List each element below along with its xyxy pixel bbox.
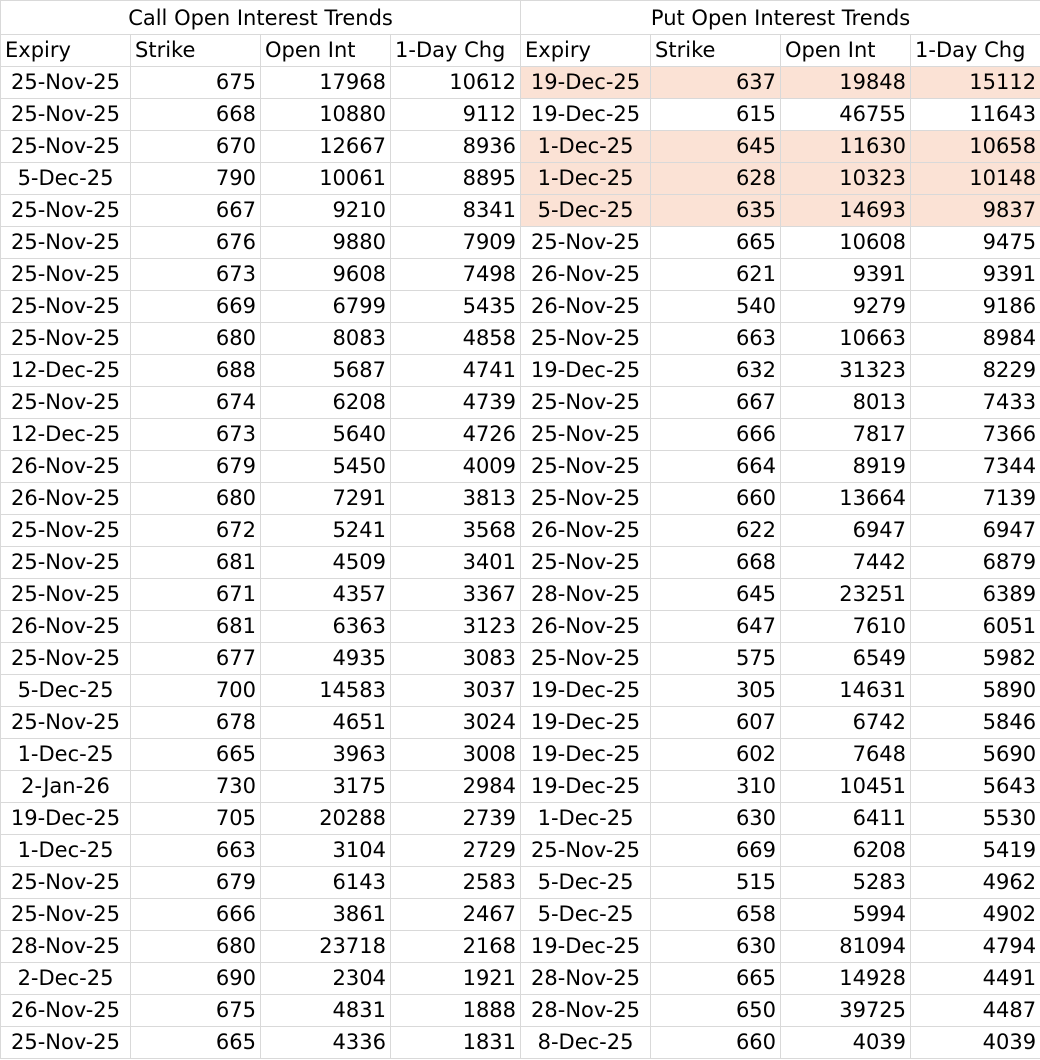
call-cell-1-day-chg[interactable]: 3024 [391, 707, 521, 739]
put-cell-1-day-chg[interactable]: 7139 [911, 483, 1040, 515]
call-cell-strike[interactable]: 665 [131, 739, 261, 771]
call-cell-expiry[interactable]: 25-Nov-25 [1, 195, 131, 227]
put-cell-expiry[interactable]: 25-Nov-25 [521, 419, 651, 451]
put-cell-1-day-chg[interactable]: 15112 [911, 67, 1040, 99]
call-cell-strike[interactable]: 673 [131, 259, 261, 291]
table-row [1, 547, 1040, 579]
put-header-expiry[interactable]: Expiry [521, 35, 651, 67]
put-cell-expiry[interactable]: 19-Dec-25 [521, 675, 651, 707]
table-row [1, 99, 1040, 131]
put-header-strike[interactable]: Strike [651, 35, 781, 67]
table-row [1, 131, 1040, 163]
call-cell-expiry[interactable]: 2-Jan-26 [1, 771, 131, 803]
call-cell-1-day-chg[interactable]: 7909 [391, 227, 521, 259]
call-cell-expiry[interactable]: 28-Nov-25 [1, 931, 131, 963]
call-cell-strike[interactable]: 675 [131, 995, 261, 1027]
call-cell-strike[interactable]: 676 [131, 227, 261, 259]
put-cell-open-int[interactable]: 6411 [781, 803, 911, 835]
put-cell-1-day-chg[interactable]: 6389 [911, 579, 1040, 611]
put-cell-1-day-chg[interactable]: 7366 [911, 419, 1040, 451]
call-cell-open-int[interactable]: 17968 [261, 67, 391, 99]
call-cell-expiry[interactable]: 25-Nov-25 [1, 291, 131, 323]
call-cell-open-int[interactable]: 9880 [261, 227, 391, 259]
table-row [1, 419, 1040, 451]
call-cell-strike[interactable]: 666 [131, 899, 261, 931]
call-cell-open-int[interactable]: 7291 [261, 483, 391, 515]
put-cell-1-day-chg[interactable]: 6051 [911, 611, 1040, 643]
put-cell-expiry[interactable]: 26-Nov-25 [521, 259, 651, 291]
call-cell-expiry[interactable]: 5-Dec-25 [1, 163, 131, 195]
call-cell-1-day-chg[interactable]: 3083 [391, 643, 521, 675]
call-cell-open-int[interactable]: 20288 [261, 803, 391, 835]
call-cell-1-day-chg[interactable]: 8895 [391, 163, 521, 195]
put-cell-expiry[interactable]: 5-Dec-25 [521, 899, 651, 931]
put-cell-1-day-chg[interactable]: 5530 [911, 803, 1040, 835]
call-cell-expiry[interactable]: 12-Dec-25 [1, 419, 131, 451]
put-cell-1-day-chg[interactable]: 9837 [911, 195, 1040, 227]
table-row [1, 835, 1040, 867]
call-cell-expiry[interactable]: 5-Dec-25 [1, 675, 131, 707]
call-cell-1-day-chg[interactable]: 2739 [391, 803, 521, 835]
put-cell-strike[interactable]: 575 [651, 643, 781, 675]
put-cell-open-int[interactable]: 23251 [781, 579, 911, 611]
call-cell-1-day-chg[interactable]: 7498 [391, 259, 521, 291]
call-cell-open-int[interactable]: 4336 [261, 1027, 391, 1059]
put-cell-expiry[interactable]: 1-Dec-25 [521, 803, 651, 835]
table-row [1, 195, 1040, 227]
put-cell-expiry[interactable]: 25-Nov-25 [521, 227, 651, 259]
call-cell-open-int[interactable]: 4357 [261, 579, 391, 611]
call-cell-1-day-chg[interactable]: 3401 [391, 547, 521, 579]
call-cell-strike[interactable]: 679 [131, 451, 261, 483]
table-row [1, 675, 1040, 707]
put-cell-open-int[interactable]: 14631 [781, 675, 911, 707]
put-cell-expiry[interactable]: 19-Dec-25 [521, 99, 651, 131]
put-cell-open-int[interactable]: 8013 [781, 387, 911, 419]
call-header-expiry[interactable]: Expiry [1, 35, 131, 67]
call-cell-open-int[interactable]: 9210 [261, 195, 391, 227]
put-cell-expiry[interactable]: 1-Dec-25 [521, 131, 651, 163]
put-cell-strike[interactable]: 628 [651, 163, 781, 195]
put-cell-strike[interactable]: 666 [651, 419, 781, 451]
put-cell-open-int[interactable]: 14693 [781, 195, 911, 227]
put-cell-1-day-chg[interactable]: 5982 [911, 643, 1040, 675]
call-cell-strike[interactable]: 675 [131, 67, 261, 99]
put-cell-expiry[interactable]: 8-Dec-25 [521, 1027, 651, 1059]
call-cell-1-day-chg[interactable]: 5435 [391, 291, 521, 323]
put-cell-1-day-chg[interactable]: 9391 [911, 259, 1040, 291]
call-cell-expiry[interactable]: 25-Nov-25 [1, 643, 131, 675]
put-cell-open-int[interactable]: 9391 [781, 259, 911, 291]
put-cell-open-int[interactable]: 14928 [781, 963, 911, 995]
call-cell-open-int[interactable]: 14583 [261, 675, 391, 707]
put-cell-expiry[interactable]: 25-Nov-25 [521, 547, 651, 579]
table-row [1, 803, 1040, 835]
put-cell-1-day-chg[interactable]: 5690 [911, 739, 1040, 771]
call-cell-open-int[interactable]: 3963 [261, 739, 391, 771]
call-cell-strike[interactable]: 678 [131, 707, 261, 739]
call-cell-strike[interactable]: 705 [131, 803, 261, 835]
put-cell-1-day-chg[interactable]: 9186 [911, 291, 1040, 323]
call-cell-1-day-chg[interactable]: 8341 [391, 195, 521, 227]
call-cell-expiry[interactable]: 25-Nov-25 [1, 579, 131, 611]
call-cell-strike[interactable]: 688 [131, 355, 261, 387]
put-cell-open-int[interactable]: 7610 [781, 611, 911, 643]
put-cell-1-day-chg[interactable]: 8229 [911, 355, 1040, 387]
put-cell-expiry[interactable]: 25-Nov-25 [521, 451, 651, 483]
call-cell-strike[interactable]: 663 [131, 835, 261, 867]
table-row [1, 355, 1040, 387]
call-cell-1-day-chg[interactable]: 4741 [391, 355, 521, 387]
call-cell-strike[interactable]: 700 [131, 675, 261, 707]
put-cell-1-day-chg[interactable]: 10658 [911, 131, 1040, 163]
put-cell-1-day-chg[interactable]: 4039 [911, 1027, 1040, 1059]
put-cell-1-day-chg[interactable]: 4794 [911, 931, 1040, 963]
put-cell-expiry[interactable]: 5-Dec-25 [521, 867, 651, 899]
call-cell-strike[interactable]: 667 [131, 195, 261, 227]
put-cell-strike[interactable]: 658 [651, 899, 781, 931]
table-row [1, 707, 1040, 739]
call-cell-strike[interactable]: 680 [131, 931, 261, 963]
call-cell-expiry[interactable]: 25-Nov-25 [1, 99, 131, 131]
put-cell-strike[interactable]: 660 [651, 483, 781, 515]
table-row [1, 515, 1040, 547]
call-cell-strike[interactable]: 671 [131, 579, 261, 611]
call-cell-expiry[interactable]: 26-Nov-25 [1, 483, 131, 515]
put-cell-1-day-chg[interactable]: 4487 [911, 995, 1040, 1027]
call-cell-open-int[interactable]: 4935 [261, 643, 391, 675]
put-cell-strike[interactable]: 621 [651, 259, 781, 291]
call-cell-open-int[interactable]: 4509 [261, 547, 391, 579]
call-cell-expiry[interactable]: 26-Nov-25 [1, 611, 131, 643]
put-cell-strike[interactable]: 647 [651, 611, 781, 643]
table-row [1, 387, 1040, 419]
put-cell-strike[interactable]: 668 [651, 547, 781, 579]
call-cell-expiry[interactable]: 25-Nov-25 [1, 899, 131, 931]
put-cell-1-day-chg[interactable]: 5643 [911, 771, 1040, 803]
call-cell-expiry[interactable]: 25-Nov-25 [1, 323, 131, 355]
put-cell-strike[interactable]: 667 [651, 387, 781, 419]
call-cell-1-day-chg[interactable]: 2729 [391, 835, 521, 867]
put-cell-expiry[interactable]: 19-Dec-25 [521, 771, 651, 803]
put-cell-1-day-chg[interactable]: 11643 [911, 99, 1040, 131]
table-row [1, 771, 1040, 803]
table-row [1, 227, 1040, 259]
put-cell-strike[interactable]: 305 [651, 675, 781, 707]
title-row [1, 1, 1040, 35]
call-cell-strike[interactable]: 669 [131, 291, 261, 323]
put-cell-strike[interactable]: 630 [651, 803, 781, 835]
call-cell-open-int[interactable]: 5687 [261, 355, 391, 387]
call-cell-1-day-chg[interactable]: 4739 [391, 387, 521, 419]
table-row [1, 1027, 1040, 1059]
put-cell-1-day-chg[interactable]: 8984 [911, 323, 1040, 355]
put-cell-strike[interactable]: 632 [651, 355, 781, 387]
call-cell-strike[interactable]: 690 [131, 963, 261, 995]
call-cell-strike[interactable]: 679 [131, 867, 261, 899]
call-cell-open-int[interactable]: 5241 [261, 515, 391, 547]
put-cell-strike[interactable]: 630 [651, 931, 781, 963]
call-header-strike[interactable]: Strike [131, 35, 261, 67]
call-cell-1-day-chg[interactable]: 2467 [391, 899, 521, 931]
table-row [1, 483, 1040, 515]
call-cell-open-int[interactable]: 9608 [261, 259, 391, 291]
put-cell-1-day-chg[interactable]: 5890 [911, 675, 1040, 707]
call-cell-1-day-chg[interactable]: 1921 [391, 963, 521, 995]
table-row [1, 995, 1040, 1027]
put-cell-open-int[interactable]: 10323 [781, 163, 911, 195]
call-cell-open-int[interactable]: 5640 [261, 419, 391, 451]
put-cell-1-day-chg[interactable]: 4902 [911, 899, 1040, 931]
call-cell-strike[interactable]: 674 [131, 387, 261, 419]
put-cell-1-day-chg[interactable]: 5846 [911, 707, 1040, 739]
call-cell-1-day-chg[interactable]: 2168 [391, 931, 521, 963]
call-cell-expiry[interactable]: 25-Nov-25 [1, 707, 131, 739]
put-cell-strike[interactable]: 635 [651, 195, 781, 227]
put-cell-strike[interactable]: 665 [651, 227, 781, 259]
put-cell-1-day-chg[interactable]: 10148 [911, 163, 1040, 195]
call-cell-1-day-chg[interactable]: 4858 [391, 323, 521, 355]
call-cell-open-int[interactable]: 2304 [261, 963, 391, 995]
put-cell-open-int[interactable]: 6947 [781, 515, 911, 547]
put-cell-open-int[interactable]: 10608 [781, 227, 911, 259]
put-cell-open-int[interactable]: 4039 [781, 1027, 911, 1059]
call-cell-expiry[interactable]: 25-Nov-25 [1, 227, 131, 259]
put-cell-open-int[interactable]: 6208 [781, 835, 911, 867]
put-cell-expiry[interactable]: 25-Nov-25 [521, 835, 651, 867]
put-cell-expiry[interactable]: 25-Nov-25 [521, 483, 651, 515]
put-cell-strike[interactable]: 540 [651, 291, 781, 323]
table-row [1, 291, 1040, 323]
put-cell-open-int[interactable]: 7442 [781, 547, 911, 579]
table-row [1, 739, 1040, 771]
table-row [1, 451, 1040, 483]
table-row [1, 579, 1040, 611]
put-cell-1-day-chg[interactable]: 7433 [911, 387, 1040, 419]
put-cell-1-day-chg[interactable]: 6879 [911, 547, 1040, 579]
put-header-open-int[interactable]: Open Int [781, 35, 911, 67]
call-cell-strike[interactable]: 790 [131, 163, 261, 195]
call-cell-1-day-chg[interactable]: 2984 [391, 771, 521, 803]
call-cell-open-int[interactable]: 10880 [261, 99, 391, 131]
put-cell-strike[interactable]: 615 [651, 99, 781, 131]
put-cell-expiry[interactable]: 26-Nov-25 [521, 611, 651, 643]
table-row [1, 931, 1040, 963]
put-cell-strike[interactable]: 650 [651, 995, 781, 1027]
call-cell-1-day-chg[interactable]: 8936 [391, 131, 521, 163]
put-cell-strike[interactable]: 665 [651, 963, 781, 995]
put-cell-expiry[interactable]: 5-Dec-25 [521, 195, 651, 227]
table-row [1, 899, 1040, 931]
call-cell-expiry[interactable]: 25-Nov-25 [1, 515, 131, 547]
table-row [1, 259, 1040, 291]
call-cell-strike[interactable]: 665 [131, 1027, 261, 1059]
call-cell-open-int[interactable]: 4651 [261, 707, 391, 739]
call-cell-1-day-chg[interactable]: 3123 [391, 611, 521, 643]
call-cell-open-int[interactable]: 6363 [261, 611, 391, 643]
call-cell-expiry[interactable]: 2-Dec-25 [1, 963, 131, 995]
put-cell-strike[interactable]: 660 [651, 1027, 781, 1059]
call-cell-1-day-chg[interactable]: 1831 [391, 1027, 521, 1059]
call-cell-strike[interactable]: 680 [131, 323, 261, 355]
call-cell-1-day-chg[interactable]: 3367 [391, 579, 521, 611]
call-cell-expiry[interactable]: 26-Nov-25 [1, 995, 131, 1027]
put-header-1-day-chg[interactable]: 1-Day Chg [911, 35, 1040, 67]
call-cell-open-int[interactable]: 3175 [261, 771, 391, 803]
put-cell-1-day-chg[interactable]: 7344 [911, 451, 1040, 483]
call-cell-1-day-chg[interactable]: 3813 [391, 483, 521, 515]
put-cell-expiry[interactable]: 19-Dec-25 [521, 67, 651, 99]
call-cell-open-int[interactable]: 6143 [261, 867, 391, 899]
table-row [1, 323, 1040, 355]
put-cell-strike[interactable]: 607 [651, 707, 781, 739]
put-cell-expiry[interactable]: 19-Dec-25 [521, 739, 651, 771]
call-cell-expiry[interactable]: 25-Nov-25 [1, 259, 131, 291]
put-cell-expiry[interactable]: 19-Dec-25 [521, 931, 651, 963]
put-cell-open-int[interactable]: 7648 [781, 739, 911, 771]
table-row [1, 163, 1040, 195]
put-cell-open-int[interactable]: 31323 [781, 355, 911, 387]
put-cell-expiry[interactable]: 26-Nov-25 [521, 291, 651, 323]
call-cell-expiry[interactable]: 12-Dec-25 [1, 355, 131, 387]
put-cell-1-day-chg[interactable]: 5419 [911, 835, 1040, 867]
put-cell-strike[interactable]: 622 [651, 515, 781, 547]
put-cell-open-int[interactable]: 7817 [781, 419, 911, 451]
put-cell-open-int[interactable]: 46755 [781, 99, 911, 131]
call-cell-1-day-chg[interactable]: 3008 [391, 739, 521, 771]
put-cell-expiry[interactable]: 19-Dec-25 [521, 355, 651, 387]
put-cell-1-day-chg[interactable]: 4962 [911, 867, 1040, 899]
call-cell-1-day-chg[interactable]: 2583 [391, 867, 521, 899]
call-cell-expiry[interactable]: 25-Nov-25 [1, 67, 131, 99]
put-cell-open-int[interactable]: 11630 [781, 131, 911, 163]
table-row [1, 611, 1040, 643]
put-cell-1-day-chg[interactable]: 6947 [911, 515, 1040, 547]
call-cell-strike[interactable]: 681 [131, 611, 261, 643]
call-cell-strike[interactable]: 730 [131, 771, 261, 803]
table-row [1, 67, 1040, 99]
put-cell-expiry[interactable]: 28-Nov-25 [521, 579, 651, 611]
call-cell-strike[interactable]: 672 [131, 515, 261, 547]
put-cell-open-int[interactable]: 10451 [781, 771, 911, 803]
put-cell-expiry[interactable]: 26-Nov-25 [521, 515, 651, 547]
call-cell-1-day-chg[interactable]: 10612 [391, 67, 521, 99]
call-section-title[interactable]: Call Open Interest Trends [1, 1, 521, 35]
call-cell-1-day-chg[interactable]: 4009 [391, 451, 521, 483]
put-cell-expiry[interactable]: 25-Nov-25 [521, 387, 651, 419]
put-cell-strike[interactable]: 515 [651, 867, 781, 899]
call-cell-expiry[interactable]: 25-Nov-25 [1, 387, 131, 419]
call-cell-strike[interactable]: 668 [131, 99, 261, 131]
put-cell-strike[interactable]: 645 [651, 131, 781, 163]
call-cell-1-day-chg[interactable]: 3037 [391, 675, 521, 707]
put-cell-expiry[interactable]: 28-Nov-25 [521, 963, 651, 995]
put-section-title[interactable]: Put Open Interest Trends [521, 1, 1040, 35]
put-cell-strike[interactable]: 637 [651, 67, 781, 99]
call-cell-expiry[interactable]: 25-Nov-25 [1, 131, 131, 163]
put-cell-strike[interactable]: 663 [651, 323, 781, 355]
call-cell-open-int[interactable]: 6208 [261, 387, 391, 419]
call-header-1-day-chg[interactable]: 1-Day Chg [391, 35, 521, 67]
call-cell-open-int[interactable]: 8083 [261, 323, 391, 355]
call-cell-expiry[interactable]: 25-Nov-25 [1, 1027, 131, 1059]
put-cell-open-int[interactable]: 8919 [781, 451, 911, 483]
put-cell-1-day-chg[interactable]: 9475 [911, 227, 1040, 259]
table-row [1, 963, 1040, 995]
call-cell-1-day-chg[interactable]: 4726 [391, 419, 521, 451]
put-cell-strike[interactable]: 310 [651, 771, 781, 803]
put-cell-open-int[interactable]: 5994 [781, 899, 911, 931]
put-cell-expiry[interactable]: 25-Nov-25 [521, 323, 651, 355]
put-cell-open-int[interactable]: 9279 [781, 291, 911, 323]
call-cell-expiry[interactable]: 25-Nov-25 [1, 547, 131, 579]
call-cell-open-int[interactable]: 5450 [261, 451, 391, 483]
put-cell-expiry[interactable]: 19-Dec-25 [521, 707, 651, 739]
header-row [1, 35, 1040, 67]
call-cell-open-int[interactable]: 12667 [261, 131, 391, 163]
put-cell-open-int[interactable]: 13664 [781, 483, 911, 515]
call-cell-strike[interactable]: 680 [131, 483, 261, 515]
call-cell-open-int[interactable]: 4831 [261, 995, 391, 1027]
put-cell-open-int[interactable]: 5283 [781, 867, 911, 899]
call-cell-expiry[interactable]: 26-Nov-25 [1, 451, 131, 483]
put-cell-expiry[interactable]: 28-Nov-25 [521, 995, 651, 1027]
call-cell-expiry[interactable]: 1-Dec-25 [1, 739, 131, 771]
call-cell-1-day-chg[interactable]: 1888 [391, 995, 521, 1027]
put-cell-open-int[interactable]: 81094 [781, 931, 911, 963]
call-cell-expiry[interactable]: 19-Dec-25 [1, 803, 131, 835]
call-cell-strike[interactable]: 677 [131, 643, 261, 675]
put-cell-open-int[interactable]: 6549 [781, 643, 911, 675]
put-cell-open-int[interactable]: 39725 [781, 995, 911, 1027]
put-cell-strike[interactable]: 602 [651, 739, 781, 771]
put-cell-open-int[interactable]: 19848 [781, 67, 911, 99]
call-cell-strike[interactable]: 673 [131, 419, 261, 451]
table-row [1, 643, 1040, 675]
call-cell-open-int[interactable]: 3861 [261, 899, 391, 931]
call-header-open-int[interactable]: Open Int [261, 35, 391, 67]
put-cell-strike[interactable]: 669 [651, 835, 781, 867]
table-row [1, 867, 1040, 899]
put-cell-strike[interactable]: 645 [651, 579, 781, 611]
put-cell-open-int[interactable]: 6742 [781, 707, 911, 739]
call-cell-open-int[interactable]: 23718 [261, 931, 391, 963]
call-cell-open-int[interactable]: 10061 [261, 163, 391, 195]
call-cell-strike[interactable]: 681 [131, 547, 261, 579]
call-cell-expiry[interactable]: 25-Nov-25 [1, 867, 131, 899]
put-cell-open-int[interactable]: 10663 [781, 323, 911, 355]
put-cell-expiry[interactable]: 1-Dec-25 [521, 163, 651, 195]
put-cell-strike[interactable]: 664 [651, 451, 781, 483]
call-cell-open-int[interactable]: 3104 [261, 835, 391, 867]
call-cell-expiry[interactable]: 1-Dec-25 [1, 835, 131, 867]
call-cell-strike[interactable]: 670 [131, 131, 261, 163]
call-cell-1-day-chg[interactable]: 3568 [391, 515, 521, 547]
call-cell-open-int[interactable]: 6799 [261, 291, 391, 323]
put-cell-1-day-chg[interactable]: 4491 [911, 963, 1040, 995]
call-cell-1-day-chg[interactable]: 9112 [391, 99, 521, 131]
put-cell-expiry[interactable]: 25-Nov-25 [521, 643, 651, 675]
